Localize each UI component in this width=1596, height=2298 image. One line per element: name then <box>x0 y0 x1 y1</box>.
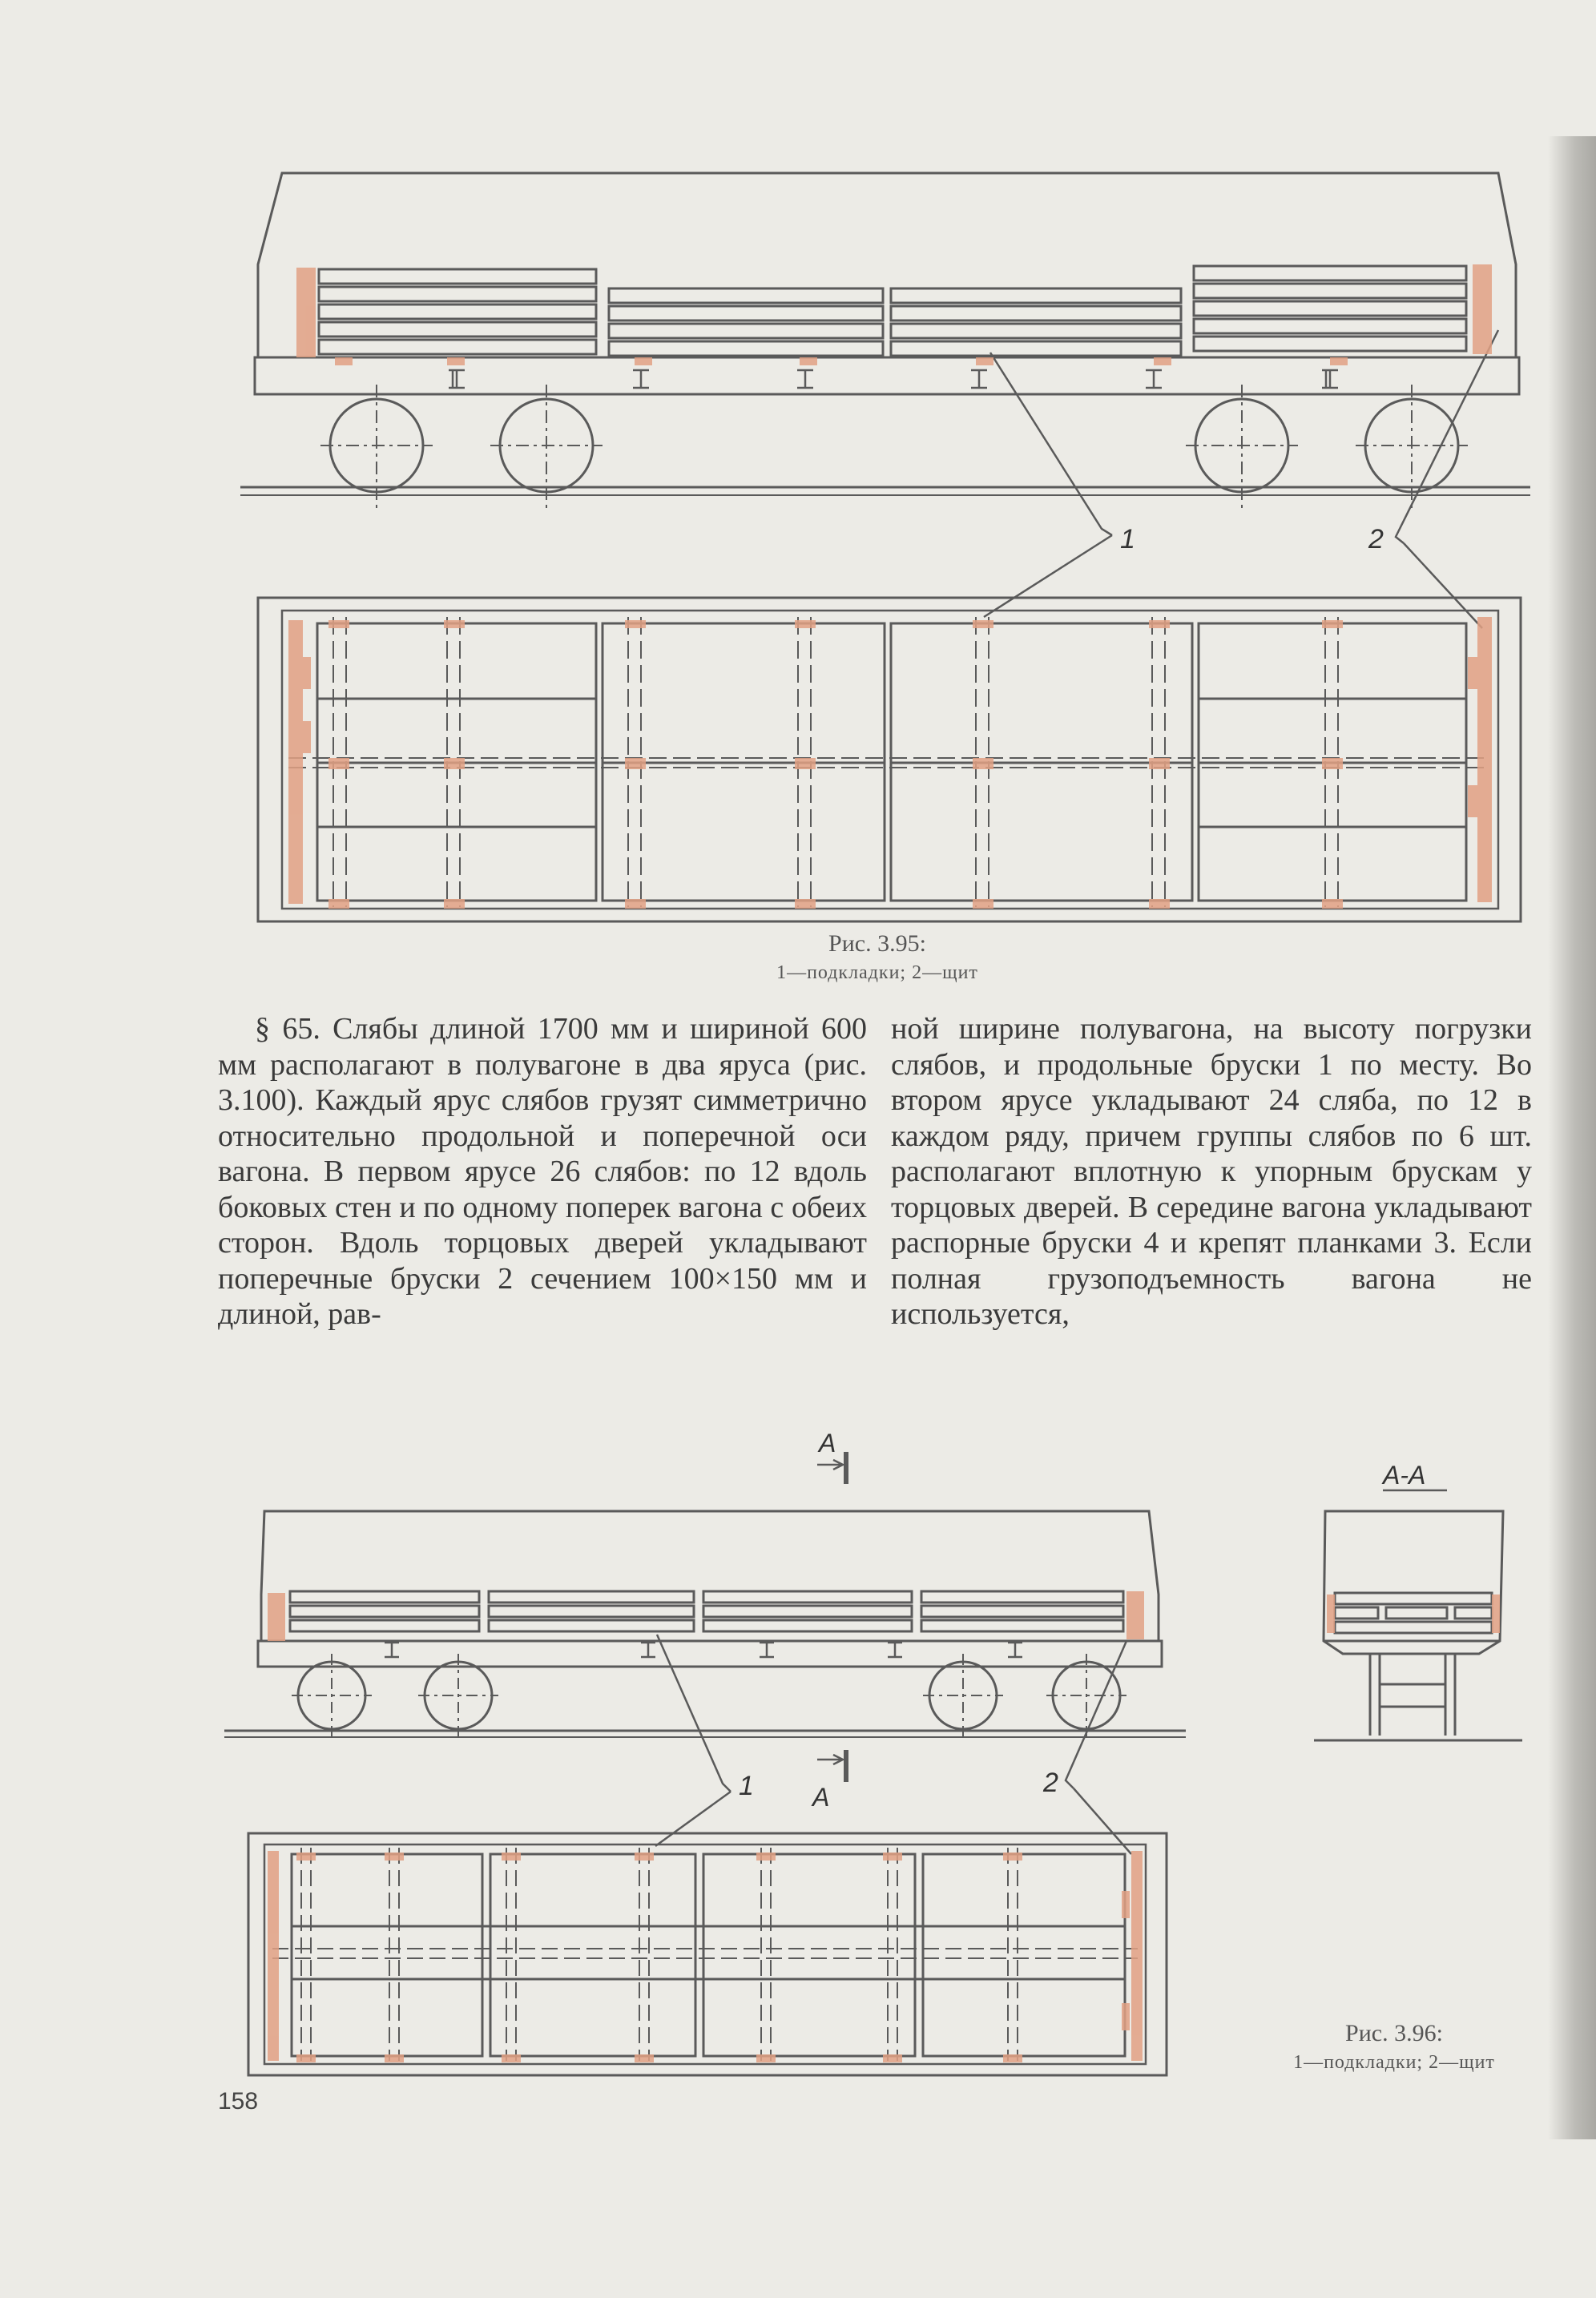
callout-2-fig396: 2 <box>1043 1768 1058 1798</box>
section-title-a-a: A-A <box>1383 1461 1426 1490</box>
paragraph-65-continued: ной ширине полувагона, на высоту погрузки слябов, и продольные бруски 1 по месту. Во втором ярусе укладывают 24 сляба, по 12 в каждом ряду, причем группы слябов по 6 шт. располагают вплотную к упорным брускам у торцовых дверей. В середине вагона укладывают распорные бруски 4 и крепят планками 3. Если полная грузоподъемность вагона не используется, <box>891 1012 1532 1331</box>
paragraph-65: § 65. Слябы длиной 1700 мм и шириной 600 мм располагают в полувагоне в два яруса (рис. 3.100). Каждый ярус слябов грузят симметрично относительно продольной и поперечной оси вагона. В первом ярусе 26 слябов: по 12 вдоль боковых стен и по одному поперек вагона с обеих сторон. Вдоль торцовых дверей укладывают поперечные бруски 2 сечением 100×150 мм и длиной, рав- <box>218 1012 867 1331</box>
section-a-a-view <box>1314 1490 1522 1740</box>
slab-stack-1-396 <box>290 1591 479 1631</box>
wagon-plan-view-396 <box>248 1833 1167 2075</box>
slab-stack-2-396 <box>489 1591 694 1631</box>
beam-symbols-396 <box>385 1643 1022 1657</box>
caption-legend-395: 1—подкладки; 2—щит <box>776 962 978 983</box>
callout-1-fig395: 1 <box>1120 524 1135 554</box>
caption-fig-396 <box>1234 2019 1554 2077</box>
section-label-top: A <box>819 1429 836 1457</box>
callout-2-fig395: 2 <box>1368 524 1384 554</box>
section-label-bottom: A <box>812 1783 830 1812</box>
slab-stack-3-396 <box>703 1591 912 1631</box>
section-mark-bottom <box>817 1750 846 1782</box>
caption-title-396: Рис. 3.96: <box>1345 2020 1443 2046</box>
wagon-side-view-396 <box>224 1511 1186 1740</box>
page-number: 158 <box>218 2088 259 2115</box>
slab-stack-4-396 <box>921 1591 1123 1631</box>
callout-1-fig396: 1 <box>739 1771 754 1801</box>
caption-legend-396: 1—подкладки; 2—щит <box>1293 2052 1495 2073</box>
caption-title-395: Рис. 3.95: <box>828 930 926 957</box>
